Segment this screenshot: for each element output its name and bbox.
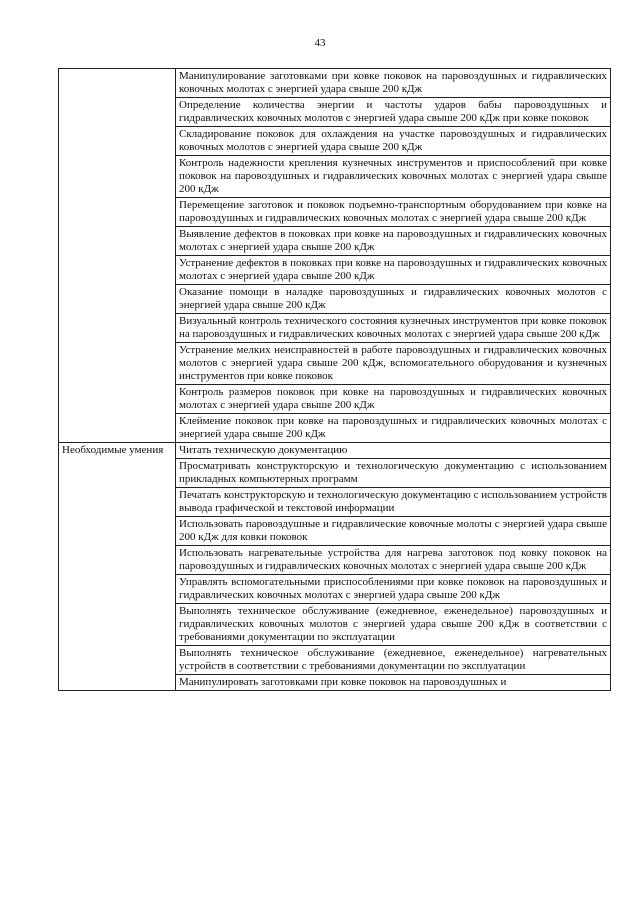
table-row (59, 69, 611, 98)
table-cell: Управлять вспомогательными приспособлениями при ковке поковок на паровоздушных и гидравлических ковочных молотах с энергией удара свыше 200 кДж (176, 575, 611, 604)
table-row (59, 443, 611, 459)
table-cell: Устранение мелких неисправностей в работе паровоздушных и гидравлических ковочных молотов с энергией удара свыше 200 кДж, вспомогательного оборудования и кузнечных инструментов при ковке поковок (176, 343, 611, 385)
page-number: 43 (314, 37, 326, 49)
section-label (59, 69, 176, 443)
table-cell: Манипулирование заготовками при ковке поковок на паровоздушных и гидравлических ковочных молотах с энергией удара свыше 200 кДж (176, 69, 611, 98)
table-cell: Использовать нагревательные устройства для нагрева заготовок под ковку поковок на паровоздушных и гидравлических ковочных молотах с энергией удара свыше 200 кДж (176, 546, 611, 575)
table-cell: Складирование поковок для охлаждения на участке паровоздушных и гидравлических ковочных молотов с энергией удара свыше 200 кДж (176, 127, 611, 156)
requirements-table (58, 68, 611, 691)
table-cell: Перемещение заготовок и поковок подъемно-транспортным оборудованием при ковке на паровоздушных и гидравлических ковочных молотах с энергией удара свыше 200 кДж (176, 198, 611, 227)
table-cell: Визуальный контроль технического состояния кузнечных инструментов при ковке поковок на паровоздушных и гидравлических ковочных молотах с энергией удара свыше 200 кДж (176, 314, 611, 343)
section-label: Необходимые умения (59, 443, 176, 691)
table-cell: Читать техническую документацию (176, 443, 611, 459)
table-cell: Просматривать конструкторскую и технологическую документацию с использованием прикладных компьютерных программ (176, 459, 611, 488)
table-cell: Манипулировать заготовками при ковке поковок на паровоздушных и (176, 675, 611, 691)
table-cell: Устранение дефектов в поковках при ковке на паровоздушных и гидравлических ковочных молотах с энергией удара свыше 200 кДж (176, 256, 611, 285)
table-cell: Контроль надежности крепления кузнечных инструментов и приспособлений при ковке поковок на паровоздушных и гидравлических ковочных молотах с энергией удара свыше 200 кДж (176, 156, 611, 198)
table-cell: Использовать паровоздушные и гидравлические ковочные молоты с энергией удара свыше 200 кДж для ковки поковок (176, 517, 611, 546)
table-cell: Контроль размеров поковок при ковке на паровоздушных и гидравлических ковочных молотах с энергией удара свыше 200 кДж (176, 385, 611, 414)
table-cell: Печатать конструкторскую и технологическую документацию с использованием устройств вывода графической и текстовой информации (176, 488, 611, 517)
table-cell: Оказание помощи в наладке паровоздушных и гидравлических ковочных молотов с энергией удара свыше 200 кДж (176, 285, 611, 314)
table-cell: Клеймение поковок при ковке на паровоздушных и гидравлических ковочных молотах с энергией удара свыше 200 кДж (176, 414, 611, 443)
table-cell: Выполнять техническое обслуживание (ежедневное, еженедельное) нагревательных устройств в соответствии с требованиями документации по эксплуатации (176, 646, 611, 675)
table-cell: Выполнять техническое обслуживание (ежедневное, еженедельное) паровоздушных и гидравлических ковочных молотов с энергией удара свыше 200 кДж в соответствии с требованиями документации по эксплуатации (176, 604, 611, 646)
table-cell: Определение количества энергии и частоты ударов бабы паровоздушных и гидравлических ковочных молотов с энергией удара свыше 200 кДж при ковке поковок (176, 98, 611, 127)
table-cell: Выявление дефектов в поковках при ковке на паровоздушных и гидравлических ковочных молотах с энергией удара свыше 200 кДж (176, 227, 611, 256)
